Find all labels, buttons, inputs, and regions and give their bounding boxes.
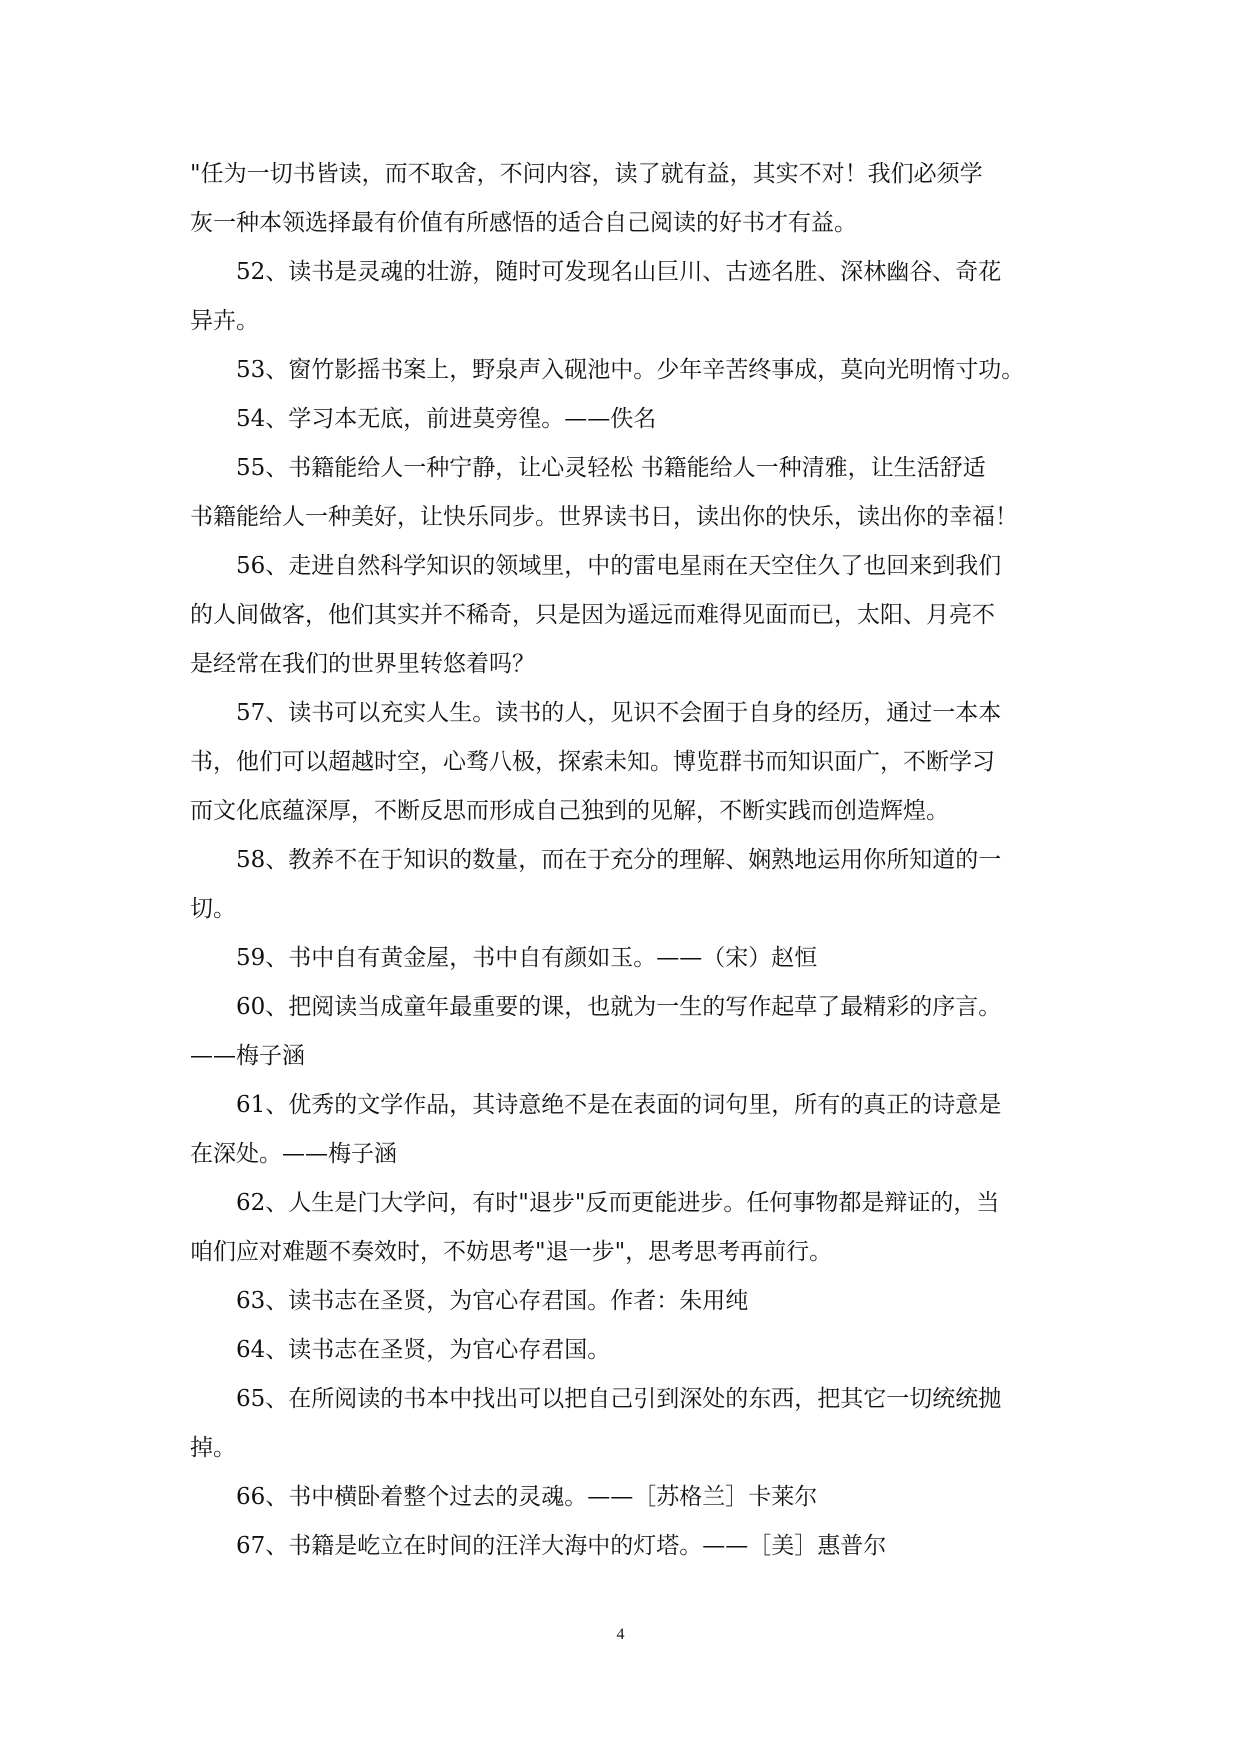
paragraph-line: 63、读书志在圣贤，为官心存君国。作者：朱用纯 xyxy=(236,1288,749,1314)
paragraph-line: 是经常在我们的世界里转悠着吗？ xyxy=(190,651,535,677)
quote-item-60 xyxy=(190,983,1060,1081)
paragraph-line: 灰一种本领选择最有价值有所感悟的适合自己阅读的好书才有益。 xyxy=(190,210,857,236)
page-number: 4 xyxy=(616,1626,625,1643)
paragraph-line: "任为一切书皆读，而不取舍，不问内容，读了就有益，其实不对！我们必须学 xyxy=(190,161,983,187)
quote-item-52 xyxy=(190,248,1060,346)
paragraph-line: 切。 xyxy=(190,896,236,922)
paragraph-line: 57、读书可以充实人生。读书的人，见识不会囿于自身的经历，通过一本本 xyxy=(236,700,1002,726)
paragraph-line: 54、学习本无底，前进莫旁徨。——佚名 xyxy=(236,406,657,432)
quote-item-62 xyxy=(190,1179,1060,1277)
quote-item-59 xyxy=(190,934,1060,983)
paragraph-line: 的人间做客，他们其实并不稀奇，只是因为遥远而难得见面而已，太阳、月亮不 xyxy=(190,602,995,628)
paragraph-line: 62、人生是门大学问，有时"退步"反而更能进步。任何事物都是辩证的，当 xyxy=(236,1190,1000,1216)
quote-item-54 xyxy=(190,395,1060,444)
page-body xyxy=(190,150,1060,1571)
quote-item-66 xyxy=(190,1473,1060,1522)
quote-item-55 xyxy=(190,444,1060,542)
paragraph-line: ——梅子涵 xyxy=(190,1043,305,1069)
quote-item-57 xyxy=(190,689,1060,836)
paragraph-line: 书，他们可以超越时空，心骛八极，探索未知。博览群书而知识面广，不断学习 xyxy=(190,749,995,775)
paragraph-line: 咱们应对难题不奏效时，不妨思考"退一步"，思考思考再前行。 xyxy=(190,1239,833,1265)
quote-item-58 xyxy=(190,836,1060,934)
paragraph-continued xyxy=(190,150,1060,248)
paragraph-line: 66、书中横卧着整个过去的灵魂。——［苏格兰］卡莱尔 xyxy=(236,1484,818,1510)
paragraph-line: 58、教养不在于知识的数量，而在于充分的理解、娴熟地运用你所知道的一 xyxy=(236,847,1002,873)
quote-item-63 xyxy=(190,1277,1060,1326)
paragraph-line: 60、把阅读当成童年最重要的课，也就为一生的写作起草了最精彩的序言。 xyxy=(236,994,1002,1020)
quote-item-65 xyxy=(190,1375,1060,1473)
quote-item-56 xyxy=(190,542,1060,689)
paragraph-line: 65、在所阅读的书本中找出可以把自己引到深处的东西，把其它一切统统抛 xyxy=(236,1386,1002,1412)
quote-item-67 xyxy=(190,1522,1060,1571)
paragraph-line: 在深处。——梅子涵 xyxy=(190,1141,397,1167)
quote-item-61 xyxy=(190,1081,1060,1179)
paragraph-line: 53、窗竹影摇书案上，野泉声入砚池中。少年辛苦终事成，莫向光明惰寸功。 xyxy=(236,357,1025,383)
paragraph-line: 掉。 xyxy=(190,1435,236,1461)
paragraph-line: 59、书中自有黄金屋，书中自有颜如玉。——（宋）赵恒 xyxy=(236,945,818,971)
paragraph-line: 52、读书是灵魂的壮游，随时可发现名山巨川、古迹名胜、深林幽谷、奇花 xyxy=(236,259,1002,285)
paragraph-line: 书籍能给人一种美好，让快乐同步。世界读书日，读出你的快乐，读出你的幸福！ xyxy=(190,504,1018,530)
paragraph-line: 而文化底蕴深厚，不断反思而形成自己独到的见解，不断实践而创造辉煌。 xyxy=(190,798,949,824)
paragraph-line: 64、读书志在圣贤，为官心存君国。 xyxy=(236,1337,611,1363)
paragraph-line: 异卉。 xyxy=(190,308,259,334)
paragraph-line: 67、书籍是屹立在时间的汪洋大海中的灯塔。——［美］惠普尔 xyxy=(236,1533,887,1559)
quote-item-64 xyxy=(190,1326,1060,1375)
paragraph-line: 55、书籍能给人一种宁静，让心灵轻松 书籍能给人一种清雅，让生活舒适 xyxy=(236,455,986,481)
paragraph-line: 56、走进自然科学知识的领域里，中的雷电星雨在天空住久了也回来到我们 xyxy=(236,553,1002,579)
quote-item-53 xyxy=(190,346,1060,395)
paragraph-line: 61、优秀的文学作品，其诗意绝不是在表面的词句里，所有的真正的诗意是 xyxy=(236,1092,1002,1118)
